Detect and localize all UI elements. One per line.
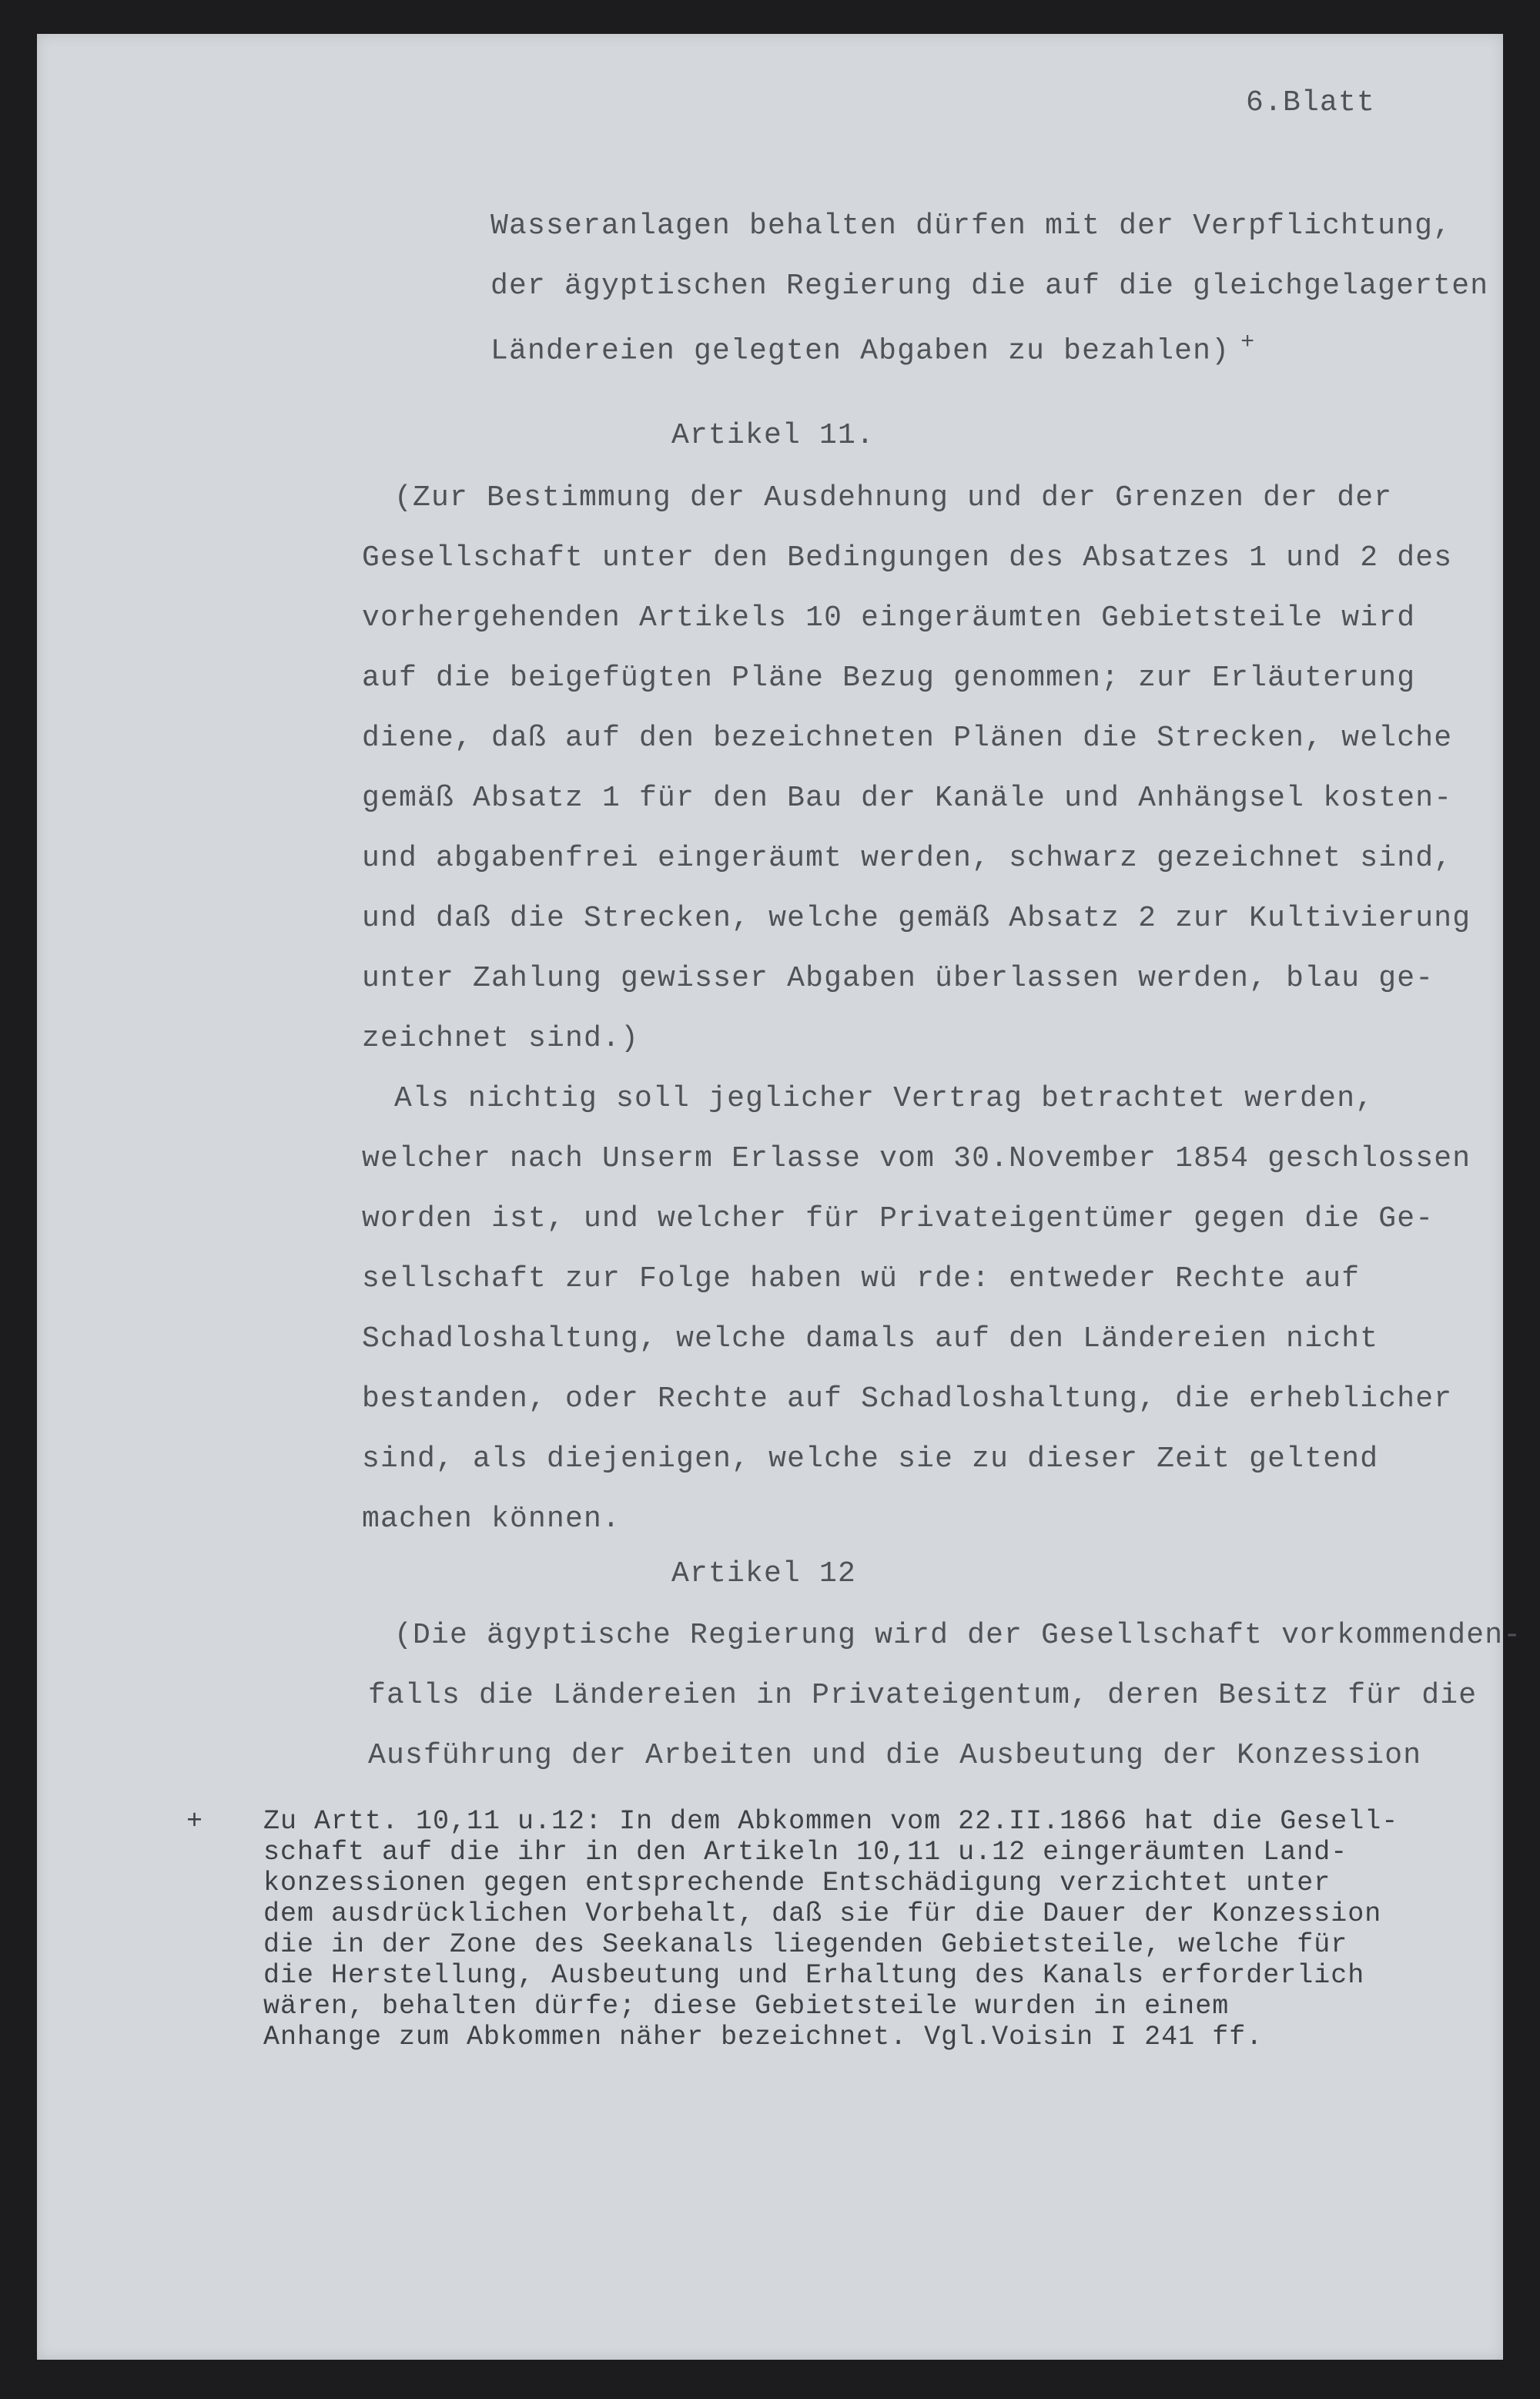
footnote-line: Anhange zum Abkommen näher bezeichnet. Vgl.Voisin I 241 ff. bbox=[263, 2022, 1264, 2052]
article-11-para1-line: gemäß Absatz 1 für den Bau der Kanäle und Anhängsel kosten- bbox=[362, 782, 1453, 815]
article-12-para1-line: Ausführung der Arbeiten und die Ausbeutung der Konzession bbox=[368, 1739, 1422, 1772]
intro-line bbox=[490, 330, 1255, 368]
intro-line-text: Ländereien gelegten Abgaben zu bezahlen) bbox=[490, 334, 1230, 368]
article-11-para2-line: Schadloshaltung, welche damals auf den Ländereien nicht bbox=[362, 1322, 1379, 1355]
article-11-para1-line: diene, daß auf den bezeichneten Plänen die Strecken, welche bbox=[362, 722, 1453, 755]
footnote-line: die Herstellung, Ausbeutung und Erhaltung des Kanals erforderlich bbox=[263, 1960, 1365, 1991]
article-11-heading: Artikel 11. bbox=[671, 419, 875, 452]
article-12-para1-line: falls die Ländereien in Privateigentum, deren Besitz für die bbox=[368, 1679, 1478, 1712]
article-11-para2-line: welcher nach Unserm Erlasse vom 30.November 1854 geschlossen bbox=[362, 1142, 1471, 1175]
footnote-reference-marker: + bbox=[1240, 330, 1256, 356]
article-11-para1-line: und daß die Strecken, welche gemäß Absatz 2 zur Kultivierung bbox=[362, 902, 1471, 935]
article-11-para1-line: (Zur Bestimmung der Ausdehnung und der Grenzen der der bbox=[394, 481, 1393, 514]
footnote-marker: + bbox=[186, 1806, 204, 1837]
footnote-line: konzessionen gegen entsprechende Entschädigung verzichtet unter bbox=[263, 1868, 1331, 1898]
footnote-line: wären, behalten dürfe; diese Gebietsteile wurden in einem bbox=[263, 1991, 1230, 2022]
article-11-para2-line: sind, als diejenigen, welche sie zu dieser Zeit geltend bbox=[362, 1442, 1379, 1476]
article-11-para2-line: bestanden, oder Rechte auf Schadloshaltung, die erheblicher bbox=[362, 1382, 1453, 1416]
article-11-para1-line: auf die beigefügten Pläne Bezug genommen; zur Erläuterung bbox=[362, 662, 1416, 695]
article-11-para1-line: unter Zahlung gewisser Abgaben überlassen werden, blau ge- bbox=[362, 962, 1435, 995]
article-11-para2-line: machen können. bbox=[362, 1503, 621, 1536]
article-12-heading: Artikel 12 bbox=[671, 1557, 857, 1590]
footnote-line: schaft auf die ihr in den Artikeln 10,11 u.12 eingeräumten Land- bbox=[263, 1837, 1348, 1868]
article-11-para1-line: vorhergehenden Artikels 10 eingeräumten Gebietsteile wird bbox=[362, 601, 1416, 635]
article-11-para1-line: Gesellschaft unter den Bedingungen des Absatzes 1 und 2 des bbox=[362, 541, 1453, 575]
article-11-para1-line: zeichnet sind.) bbox=[362, 1022, 640, 1055]
footnote-line: dem ausdrücklichen Vorbehalt, daß sie für die Dauer der Konzession bbox=[263, 1898, 1382, 1929]
footnote-line: Zu Artt. 10,11 u.12: In dem Abkommen vom 22.II.1866 hat die Gesell- bbox=[263, 1806, 1399, 1837]
article-11-para1-line: und abgabenfrei eingeräumt werden, schwarz gezeichnet sind, bbox=[362, 842, 1453, 875]
footnote-line: die in der Zone des Seekanals liegenden Gebietsteile, welche für bbox=[263, 1929, 1348, 1960]
article-12-para1-line: (Die ägyptische Regierung wird der Gesellschaft vorkommenden- bbox=[394, 1619, 1522, 1652]
intro-line: der ägyptischen Regierung die auf die gleichgelagerten bbox=[490, 270, 1489, 303]
article-11-para2-line: sellschaft zur Folge haben wü rde: entweder Rechte auf bbox=[362, 1262, 1361, 1295]
article-11-para2-line: worden ist, und welcher für Privateigentümer gegen die Ge- bbox=[362, 1202, 1435, 1235]
article-11-para2-line: Als nichtig soll jeglicher Vertrag betrachtet werden, bbox=[394, 1082, 1374, 1115]
page-number: 6.Blatt bbox=[1246, 86, 1376, 119]
intro-line: Wasseranlagen behalten dürfen mit der Verpflichtung, bbox=[490, 209, 1452, 243]
